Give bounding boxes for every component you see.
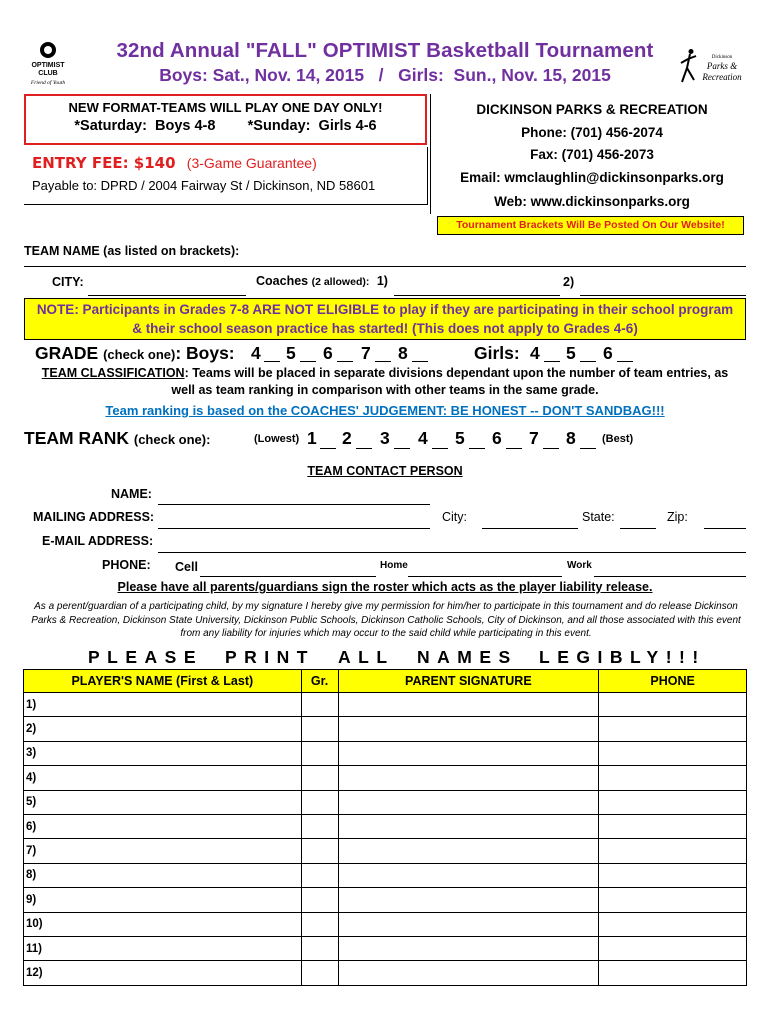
table-row (24, 863, 747, 887)
roster-grade-cell[interactable] (301, 741, 338, 765)
rank-7-line (543, 448, 559, 449)
grade-girls-5-line (580, 361, 596, 362)
roster-signature-cell[interactable] (338, 693, 599, 717)
format-notice-line1: NEW FORMAT-TEAMS WILL PLAY ONE DAY ONLY! (68, 100, 383, 115)
roster-grade-cell[interactable] (301, 766, 338, 790)
grade-girls-label: Girls: (474, 343, 520, 363)
grade-girls-4[interactable]: 4 (530, 343, 540, 363)
coach1-label: 1) (376, 274, 388, 288)
roster-signature-cell[interactable] (338, 961, 599, 985)
table-row (24, 790, 747, 814)
entry-fee-note: (3-Game Guarantee) (186, 155, 317, 171)
logo-right-word-2: Parks & (706, 61, 738, 71)
payable-to: Payable to: DPRD / 2004 Fairway St / Dickinson, ND 58601 (32, 178, 376, 193)
roster-phone-cell[interactable] (599, 717, 747, 741)
roster-signature-cell[interactable] (338, 936, 599, 960)
rank-7[interactable]: 7 (529, 428, 539, 448)
grade-girls-6-line (617, 361, 633, 362)
contact-name-line[interactable] (158, 504, 430, 505)
roster-phone-cell[interactable] (599, 936, 747, 960)
coaches-label (256, 274, 388, 288)
roster-header-phone: PHONE (599, 670, 747, 693)
rank-4-line (432, 448, 448, 449)
contact-name-label: NAME: (111, 487, 152, 501)
grade-boys-5-line (300, 361, 316, 362)
org-web: Web: www.dickinsonparks.org (494, 194, 690, 209)
contact-city-label: City: (442, 510, 467, 524)
roster-grade-cell[interactable] (301, 790, 338, 814)
contact-state-label: State: (582, 510, 615, 524)
roster-grade-cell[interactable] (301, 717, 338, 741)
rank-4[interactable]: 4 (418, 428, 428, 448)
brackets-note: Tournament Brackets Will Be Posted On Our Website! (437, 216, 744, 235)
roster-grade-cell[interactable] (301, 912, 338, 936)
table-row (24, 741, 747, 765)
org-fax: Fax: (701) 456-2073 (530, 147, 654, 162)
rank-5[interactable]: 5 (455, 428, 465, 448)
table-row (24, 814, 747, 838)
logo-right-word-3: Recreation (702, 72, 742, 82)
grade-label-paren: (check one) (103, 347, 176, 362)
logo-left-word-1: OPTIMIST (31, 62, 65, 69)
team-name-label: TEAM NAME (as listed on brackets): (24, 244, 240, 258)
roster-phone-cell[interactable] (599, 863, 747, 887)
table-row (24, 693, 747, 717)
grade-boys-8-line (412, 361, 428, 362)
roster-grade-cell[interactable] (301, 839, 338, 863)
roster-signature-cell[interactable] (338, 790, 599, 814)
roster-player-cell[interactable]: 1) (24, 693, 302, 717)
roster-signature-cell[interactable] (338, 839, 599, 863)
grade-label (35, 343, 235, 364)
city-label: CITY: (52, 275, 84, 289)
roster-grade-cell[interactable] (301, 814, 338, 838)
team-rank-label-paren: (check one): (133, 432, 211, 447)
roster-phone-cell[interactable] (599, 961, 747, 985)
org-name: DICKINSON PARKS & RECREATION (476, 102, 708, 117)
team-name-line[interactable] (24, 266, 746, 267)
team-rank-label (24, 428, 210, 449)
print-word-2: PRINT (225, 647, 315, 667)
contact-zip-line[interactable] (704, 528, 746, 529)
contact-zip-label: Zip: (667, 510, 688, 524)
roster-phone-cell[interactable] (599, 790, 747, 814)
grade-label-text: GRADE (35, 343, 99, 363)
liability-notice: Please have all parents/guardians sign the roster which acts as the player liability release. (117, 580, 653, 594)
grade-girls-5[interactable]: 5 (566, 343, 576, 363)
entry-fee-box (24, 147, 428, 205)
rank-8[interactable]: 8 (566, 428, 576, 448)
page-subtitle: Boys: Sat., Nov. 14, 2015 / Girls: Sun., Nov. 15, 2015 (159, 65, 611, 85)
roster-grade-cell[interactable] (301, 961, 338, 985)
table-row (24, 717, 747, 741)
table-row (24, 766, 747, 790)
page-title: 32nd Annual "FALL" OPTIMIST Basketball Tournament (116, 39, 654, 62)
phone-work-line[interactable] (594, 576, 746, 577)
mailing-address-label: MAILING ADDRESS: (33, 510, 155, 524)
roster-signature-cell[interactable] (338, 814, 599, 838)
mailing-address-line[interactable] (158, 528, 430, 529)
team-classification (24, 365, 746, 399)
roster-player-cell[interactable]: 3) (24, 741, 302, 765)
contact-city-line[interactable] (482, 528, 578, 529)
logo-left-tagline: Friend of Youth (30, 80, 66, 86)
table-row (24, 888, 747, 912)
coaches-label-note: (2 allowed): (311, 276, 370, 288)
roster-player-cell[interactable]: 2) (24, 717, 302, 741)
grade-boys-6[interactable]: 6 (323, 343, 333, 363)
phone-home-label: Home (380, 560, 408, 571)
grade-boys-8[interactable]: 8 (398, 343, 408, 363)
roster-phone-cell[interactable] (599, 888, 747, 912)
ranking-note: Team ranking is based on the COACHES' JUDGEMENT: BE HONEST -- DON'T SANDBAG!!! (105, 403, 665, 418)
roster-phone-cell[interactable] (599, 814, 747, 838)
entry-fee-label: ENTRY FEE: $140 (32, 154, 176, 172)
phone-cell-label: Cell (175, 560, 198, 574)
table-row (24, 839, 747, 863)
roster-signature-cell[interactable] (338, 912, 599, 936)
coach1-line[interactable] (394, 295, 560, 296)
rank-3-line (394, 448, 410, 449)
print-word-5: LEGIBLY!!! (539, 647, 706, 667)
phone-home-line[interactable] (408, 576, 562, 577)
roster-player-cell[interactable]: 5) (24, 790, 302, 814)
contact-state-line[interactable] (620, 528, 656, 529)
org-email: Email: wmclaughlin@dickinsonparks.org (460, 170, 724, 185)
roster-table (23, 669, 747, 986)
eligibility-note-line1: NOTE: Participants in Grades 7-8 ARE NOT ELIGIBLE to play if they are participating in their school program (36, 302, 734, 317)
roster-player-cell[interactable]: 6) (24, 814, 302, 838)
rank-6[interactable]: 6 (492, 428, 502, 448)
rank-3[interactable]: 3 (380, 428, 390, 448)
grade-boys-label: : Boys: (175, 343, 235, 363)
coaches-label-text: Coaches (256, 274, 309, 288)
rank-1-line (320, 448, 336, 449)
roster-player-cell[interactable]: 11) (24, 936, 302, 960)
grade-boys-7[interactable]: 7 (361, 343, 371, 363)
roster-player-cell[interactable]: 8) (24, 863, 302, 887)
rank-best-label: (Best) (602, 433, 634, 445)
rank-2-line (356, 448, 372, 449)
roster-grade-cell[interactable] (301, 863, 338, 887)
coach2-line[interactable] (580, 295, 746, 296)
grade-girls-4-line (544, 361, 560, 362)
phone-cell-line[interactable] (200, 576, 376, 577)
email-address-line[interactable] (158, 552, 746, 553)
table-row (24, 961, 747, 985)
rank-1[interactable]: 1 (307, 428, 317, 448)
print-word-3: ALL (338, 647, 395, 667)
team-classification-text: : Teams will be placed in separate divisions dependant upon the number of team entries, as (184, 366, 729, 380)
roster-grade-cell[interactable] (301, 888, 338, 912)
grade-boys-6-line (337, 361, 353, 362)
email-address-label: E-MAIL ADDRESS: (42, 534, 154, 548)
phone-work-label: Work (567, 560, 592, 571)
roster-phone-cell[interactable] (599, 693, 747, 717)
eligibility-note-line2: & their school season practice has started! (This does not apply to Grades 4-6) (132, 320, 638, 336)
roster-player-cell[interactable]: 4) (24, 766, 302, 790)
roster-player-cell[interactable]: 9) (24, 888, 302, 912)
team-classification-line2: well as team ranking in comparison with other teams in the same grade. (171, 383, 599, 397)
roster-header-player: PLAYER'S NAME (First & Last) (24, 670, 302, 693)
grade-boys-4-line (264, 361, 280, 362)
format-notice-box (24, 94, 427, 145)
contact-person-title-text: TEAM CONTACT PERSON (307, 464, 463, 478)
eligibility-note (24, 298, 746, 340)
roster-grade-cell[interactable] (301, 936, 338, 960)
grade-boys-4[interactable]: 4 (251, 343, 261, 363)
format-notice-line2: *Saturday: Boys 4-8 *Sunday: Girls 4-6 (74, 118, 377, 134)
roster-signature-cell[interactable] (338, 717, 599, 741)
grade-girls-6[interactable]: 6 (603, 343, 613, 363)
rank-8-line (580, 448, 596, 449)
roster-signature-cell[interactable] (338, 863, 599, 887)
roster-grade-cell[interactable] (301, 693, 338, 717)
coach2-label: 2) (563, 275, 575, 289)
contact-person-title (0, 464, 770, 478)
roster-player-cell[interactable]: 7) (24, 839, 302, 863)
roster-header-signature: PARENT SIGNATURE (338, 670, 599, 693)
roster-header-row (24, 670, 747, 693)
roster-signature-cell[interactable] (338, 888, 599, 912)
city-line[interactable] (88, 295, 246, 296)
roster-player-cell[interactable]: 12) (24, 961, 302, 985)
phone-label: PHONE: (102, 558, 151, 572)
logo-right-word-1: Dickinson (711, 55, 733, 60)
contact-divider (430, 94, 431, 214)
rank-2[interactable]: 2 (342, 428, 352, 448)
rank-6-line (506, 448, 522, 449)
grade-boys-5[interactable]: 5 (286, 343, 296, 363)
rank-lowest-label: (Lowest) (254, 433, 300, 445)
org-phone: Phone: (701) 456-2074 (521, 125, 663, 140)
rank-5-line (469, 448, 485, 449)
print-word-1: PLEASE (88, 647, 204, 667)
team-classification-line1 (24, 365, 746, 382)
roster-signature-cell[interactable] (338, 766, 599, 790)
roster-phone-cell[interactable] (599, 839, 747, 863)
roster-phone-cell[interactable] (599, 912, 747, 936)
roster-signature-cell[interactable] (338, 741, 599, 765)
roster-player-cell[interactable]: 10) (24, 912, 302, 936)
roster-phone-cell[interactable] (599, 766, 747, 790)
roster-header-grade: Gr. (301, 670, 338, 693)
team-rank-label-text: TEAM RANK (24, 428, 129, 448)
grade-boys-7-line (375, 361, 391, 362)
waiver-text: As a perent/guardian of a participating child, by my signature I hereby give my permission for him/her to participate in this tournament and do release Dickinson Parks & Recreation, Dickinson State University, Dickinson Public Schools, Dickinson Catholic Schools, City of Dickinson, and all those associated with this event from any liability for injuries which may occur to the said child while participating in this event. (31, 601, 741, 639)
entry-fee (32, 154, 317, 172)
roster-phone-cell[interactable] (599, 741, 747, 765)
table-row (24, 936, 747, 960)
print-word-4: NAMES (417, 647, 518, 667)
table-row (24, 912, 747, 936)
team-classification-label: TEAM CLASSIFICATION (41, 366, 185, 380)
logo-left-word-2: CLUB (38, 70, 58, 77)
